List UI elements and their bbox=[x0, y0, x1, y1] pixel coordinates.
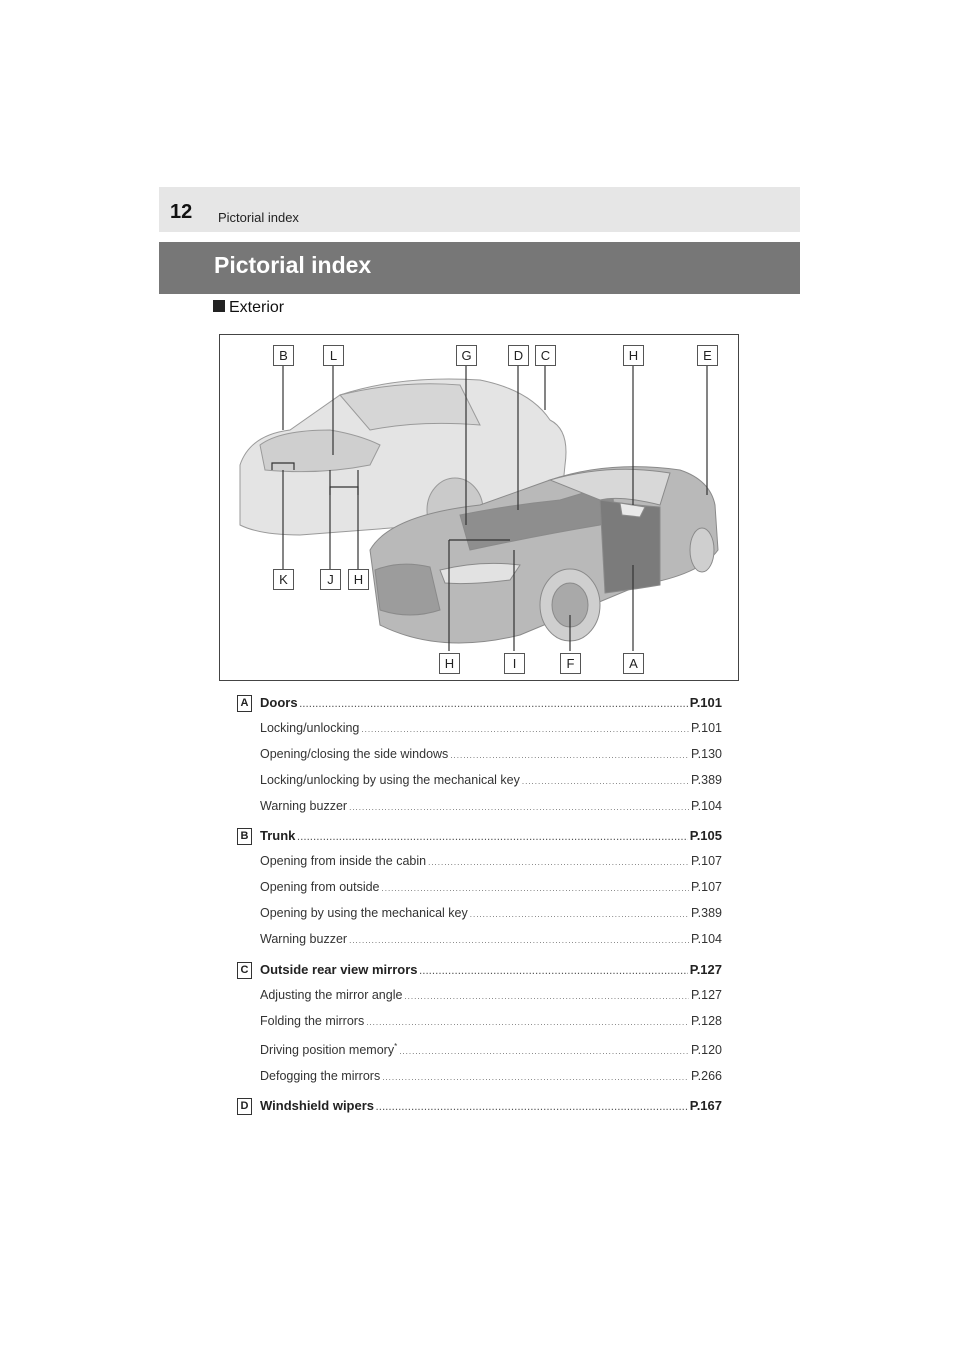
leader-dots bbox=[300, 700, 688, 709]
subsection-label: Exterior bbox=[229, 299, 285, 316]
leader-dots bbox=[522, 777, 689, 786]
callout-label: F bbox=[560, 653, 581, 674]
page-reference[interactable]: P.389 bbox=[690, 773, 722, 787]
leader-dots bbox=[361, 725, 689, 734]
page-reference[interactable]: P.104 bbox=[690, 799, 722, 813]
index-entry bbox=[260, 828, 722, 843]
entry-label: Opening by using the mechanical key bbox=[260, 906, 468, 920]
leader-dots bbox=[382, 1073, 689, 1082]
exterior-illustration bbox=[219, 334, 739, 681]
callout-label: H bbox=[348, 569, 369, 590]
entry-label: Folding the mirrors bbox=[260, 1014, 365, 1028]
page-reference[interactable]: P.101 bbox=[690, 721, 722, 735]
page-reference[interactable]: P.128 bbox=[690, 1014, 722, 1028]
item-letter-badge: B bbox=[237, 828, 252, 845]
entry-label: Outside rear view mirrors bbox=[260, 962, 418, 977]
leader-dots bbox=[404, 992, 689, 1001]
leader-dots bbox=[376, 1103, 688, 1112]
callout-label: G bbox=[456, 345, 477, 366]
index-subentry bbox=[260, 1069, 722, 1083]
leader-dots bbox=[428, 858, 689, 867]
item-letter-badge: C bbox=[237, 962, 252, 979]
callout-label: E bbox=[697, 345, 718, 366]
entry-label: Opening/closing the side windows bbox=[260, 747, 449, 761]
page-reference[interactable]: P.101 bbox=[689, 695, 722, 710]
leader-dots bbox=[349, 936, 689, 945]
index-entry bbox=[260, 695, 722, 710]
index-subentry bbox=[260, 988, 722, 1002]
entry-label: Trunk bbox=[260, 828, 296, 843]
index-entry bbox=[260, 1098, 722, 1113]
leader-dots bbox=[399, 1047, 689, 1056]
index-subentry bbox=[260, 721, 722, 735]
callout-label: H bbox=[623, 345, 644, 366]
entry-label: Locking/unlocking bbox=[260, 721, 360, 735]
page-title: Pictorial index bbox=[214, 252, 372, 278]
entry-label: Warning buzzer bbox=[260, 799, 348, 813]
page-reference[interactable]: P.107 bbox=[690, 880, 722, 894]
square-bullet-icon bbox=[213, 300, 225, 312]
leader-dots bbox=[349, 803, 689, 812]
callout-label: A bbox=[623, 653, 644, 674]
footnote-marker: * bbox=[394, 1042, 398, 1051]
callout-label: L bbox=[323, 345, 344, 366]
callout-label: C bbox=[535, 345, 556, 366]
entry-label: Locking/unlocking by using the mechanical key bbox=[260, 773, 520, 787]
index-subentry bbox=[260, 1014, 722, 1028]
entry-label: Adjusting the mirror angle bbox=[260, 988, 403, 1002]
callout-label: J bbox=[320, 569, 341, 590]
subsection-heading bbox=[213, 299, 284, 317]
index-subentry bbox=[260, 906, 722, 920]
entry-label: Warning buzzer bbox=[260, 932, 348, 946]
leader-dots bbox=[470, 910, 689, 919]
item-letter-badge: A bbox=[237, 695, 252, 712]
entry-label: Windshield wipers bbox=[260, 1098, 375, 1113]
callout-label: K bbox=[273, 569, 294, 590]
entry-label: Opening from outside bbox=[260, 880, 380, 894]
entry-label: Doors bbox=[260, 695, 298, 710]
page-reference[interactable]: P.266 bbox=[690, 1069, 722, 1083]
car-illustration bbox=[220, 335, 740, 682]
entry-label: Opening from inside the cabin bbox=[260, 854, 427, 868]
entry-label bbox=[260, 1042, 397, 1057]
leader-dots bbox=[297, 833, 687, 842]
page-reference[interactable]: P.120 bbox=[690, 1043, 722, 1058]
leader-dots bbox=[420, 967, 688, 976]
page-number: 12 bbox=[170, 201, 193, 223]
index-subentry bbox=[260, 880, 722, 894]
index-subentry bbox=[260, 1042, 722, 1057]
callout-label: B bbox=[273, 345, 294, 366]
leader-dots bbox=[450, 751, 689, 760]
entry-label-text: Driving position memory bbox=[260, 1043, 395, 1058]
index-subentry bbox=[260, 747, 722, 761]
leader-dots bbox=[366, 1018, 689, 1027]
index-entry bbox=[260, 962, 722, 977]
index-subentry bbox=[260, 854, 722, 868]
callout-label: I bbox=[504, 653, 525, 674]
page-reference[interactable]: P.107 bbox=[690, 854, 722, 868]
page-reference[interactable]: P.127 bbox=[689, 962, 722, 977]
page-reference[interactable]: P.130 bbox=[690, 747, 722, 761]
page-reference[interactable]: P.389 bbox=[690, 906, 722, 920]
item-letter-badge: D bbox=[237, 1098, 252, 1115]
leader-dots bbox=[382, 884, 689, 893]
index-subentry bbox=[260, 932, 722, 946]
header-section-title: Pictorial index bbox=[218, 210, 299, 225]
entry-label: Defogging the mirrors bbox=[260, 1069, 381, 1083]
callout-label: D bbox=[508, 345, 529, 366]
page-reference[interactable]: P.105 bbox=[689, 828, 722, 843]
page-reference[interactable]: P.127 bbox=[690, 988, 722, 1002]
page-reference[interactable]: P.167 bbox=[689, 1098, 722, 1113]
callout-label: H bbox=[439, 653, 460, 674]
index-subentry bbox=[260, 773, 722, 787]
index-subentry bbox=[260, 799, 722, 813]
page-reference[interactable]: P.104 bbox=[690, 932, 722, 946]
